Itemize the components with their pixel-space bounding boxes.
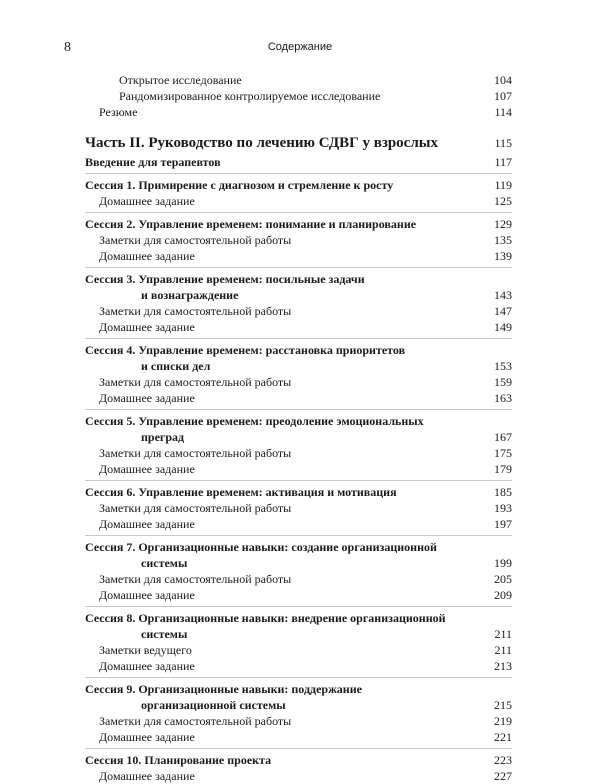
toc-entry-title: Домашнее задание bbox=[99, 730, 195, 744]
toc-entry bbox=[85, 445, 512, 461]
toc-entry-title: Заметки ведущего bbox=[99, 643, 192, 657]
toc-part-page: 115 bbox=[494, 136, 512, 150]
toc-session-page: 129 bbox=[494, 217, 512, 231]
toc-entry-page: 125 bbox=[494, 194, 512, 208]
toc-entry-title: Открытое исследование bbox=[119, 73, 242, 87]
toc-entry-page: 139 bbox=[494, 249, 512, 263]
toc-entry-page: 197 bbox=[494, 517, 512, 531]
toc-entry bbox=[85, 193, 512, 209]
toc-session-title: Сессия 4. Управление временем: расстановка приоритетов bbox=[85, 343, 406, 357]
table-of-contents bbox=[85, 72, 512, 784]
toc-entry-title: Заметки для самостоятельной работы bbox=[99, 714, 292, 728]
toc-entry-title: Заметки для самостоятельной работы bbox=[99, 501, 292, 515]
toc-session-page: 185 bbox=[494, 485, 512, 499]
toc-session-heading bbox=[85, 358, 512, 374]
toc-part-title: Часть II. Руководство по лечению СДВГ у взрослых bbox=[85, 135, 438, 151]
toc-divider bbox=[85, 338, 512, 339]
toc-part-heading bbox=[85, 132, 512, 154]
toc-sessions bbox=[85, 173, 512, 784]
toc-entry bbox=[85, 88, 512, 104]
toc-session-heading bbox=[85, 610, 512, 626]
toc-divider bbox=[85, 173, 512, 174]
toc-entry-title: Домашнее задание bbox=[99, 517, 195, 531]
toc-session-heading bbox=[85, 539, 512, 555]
toc-entry-page: 219 bbox=[494, 714, 512, 728]
toc-entry bbox=[85, 587, 512, 603]
toc-entry bbox=[85, 516, 512, 532]
toc-session-page: 211 bbox=[494, 627, 512, 641]
toc-entry bbox=[85, 571, 512, 587]
toc-session-title: Сессия 10. Планирование проекта bbox=[85, 753, 272, 767]
toc-session-page: 167 bbox=[494, 430, 512, 444]
toc-session-heading bbox=[85, 484, 512, 500]
toc-entry bbox=[85, 729, 512, 745]
toc-session-heading bbox=[85, 177, 512, 193]
toc-session-title: преград bbox=[141, 430, 185, 444]
toc-entry-title: Домашнее задание bbox=[99, 249, 195, 263]
toc-session-title: Сессия 2. Управление временем: понимание и планирование bbox=[85, 217, 417, 231]
toc-entry bbox=[85, 319, 512, 335]
toc-entry bbox=[85, 768, 512, 784]
toc-entry-page: 135 bbox=[494, 233, 512, 247]
toc-session-title: Сессия 8. Организационные навыки: внедрение организационной bbox=[85, 611, 446, 625]
toc-entry-title: Заметки для самостоятельной работы bbox=[99, 233, 292, 247]
toc-session-heading bbox=[85, 681, 512, 697]
toc-entry bbox=[85, 642, 512, 658]
toc-divider bbox=[85, 535, 512, 536]
toc-session-title: Сессия 9. Организационные навыки: поддержание bbox=[85, 682, 362, 696]
toc-session-heading bbox=[85, 626, 512, 642]
toc-entry-page: 205 bbox=[494, 572, 512, 586]
toc-entry bbox=[85, 72, 512, 88]
toc-entry-page: 179 bbox=[494, 462, 512, 476]
toc-session-title: Сессия 7. Организационные навыки: создание организационной bbox=[85, 540, 437, 554]
toc-session-page: 153 bbox=[494, 359, 512, 373]
toc-divider bbox=[85, 267, 512, 268]
toc-entry-page: 211 bbox=[494, 643, 512, 657]
toc-divider bbox=[85, 748, 512, 749]
toc-entry-title: Рандомизированное контролируемое исследование bbox=[119, 89, 381, 103]
toc-divider bbox=[85, 212, 512, 213]
toc-session-title: системы bbox=[141, 627, 188, 641]
toc-entry-title: Домашнее задание bbox=[99, 769, 195, 783]
toc-entry-title: Резюме bbox=[99, 105, 138, 119]
toc-session-title: системы bbox=[141, 556, 188, 570]
toc-session-heading bbox=[85, 216, 512, 232]
toc-session-title: Сессия 3. Управление временем: посильные задачи bbox=[85, 272, 365, 286]
toc-session-title: и вознаграждение bbox=[141, 288, 239, 302]
toc-entry bbox=[85, 658, 512, 674]
toc-session-page: 143 bbox=[494, 288, 512, 302]
toc-entry-page: 227 bbox=[494, 769, 512, 783]
toc-entry bbox=[85, 104, 512, 120]
toc-session-heading bbox=[85, 555, 512, 571]
toc-intro-entry bbox=[85, 154, 512, 170]
page-header bbox=[64, 40, 536, 56]
toc-session-heading bbox=[85, 697, 512, 713]
toc-entry-page: 147 bbox=[494, 304, 512, 318]
running-title: Содержание bbox=[267, 41, 333, 53]
toc-entry-page: 149 bbox=[494, 320, 512, 334]
toc-entry-page: 175 bbox=[494, 446, 512, 460]
toc-entry-title: Заметки для самостоятельной работы bbox=[99, 304, 292, 318]
toc-session-heading bbox=[85, 413, 512, 429]
toc-entry-page: 107 bbox=[494, 89, 512, 103]
toc-session-title: Сессия 6. Управление временем: активация и мотивация bbox=[85, 485, 397, 499]
toc-session-title: Сессия 5. Управление временем: преодоление эмоциональных bbox=[85, 414, 424, 428]
toc-entry-page: 163 bbox=[494, 391, 512, 405]
toc-entry-title: Домашнее задание bbox=[99, 391, 195, 405]
toc-entry-page: 114 bbox=[494, 105, 512, 119]
toc-session-heading bbox=[85, 342, 512, 358]
toc-session-page: 119 bbox=[494, 178, 512, 192]
toc-session-title: Сессия 1. Примирение с диагнозом и стремление к росту bbox=[85, 178, 394, 192]
toc-divider bbox=[85, 409, 512, 410]
toc-divider bbox=[85, 480, 512, 481]
toc-entry bbox=[85, 713, 512, 729]
toc-session-page: 199 bbox=[494, 556, 512, 570]
toc-entry-page: 159 bbox=[494, 375, 512, 389]
toc-entry bbox=[85, 248, 512, 264]
toc-entry bbox=[85, 232, 512, 248]
toc-entry-page: 104 bbox=[494, 73, 512, 87]
toc-entry-page: 193 bbox=[494, 501, 512, 515]
toc-intro-page: 117 bbox=[494, 155, 512, 169]
toc-entry bbox=[85, 461, 512, 477]
toc-entry bbox=[85, 374, 512, 390]
toc-entry-page: 209 bbox=[494, 588, 512, 602]
toc-session-heading bbox=[85, 429, 512, 445]
toc-session-title: и списки дел bbox=[141, 359, 211, 373]
toc-entry-title: Заметки для самостоятельной работы bbox=[99, 375, 292, 389]
toc-session-heading bbox=[85, 271, 512, 287]
toc-entry bbox=[85, 500, 512, 516]
toc-entry bbox=[85, 390, 512, 406]
toc-entry-title: Заметки для самостоятельной работы bbox=[99, 572, 292, 586]
toc-entry-title: Домашнее задание bbox=[99, 320, 195, 334]
toc-session-heading bbox=[85, 752, 512, 768]
toc-entry-title: Домашнее задание bbox=[99, 462, 195, 476]
toc-entry-title: Заметки для самостоятельной работы bbox=[99, 446, 292, 460]
page-number: 8 bbox=[64, 40, 71, 55]
toc-session-title: организационной системы bbox=[141, 698, 286, 712]
toc-divider bbox=[85, 606, 512, 607]
toc-entry bbox=[85, 303, 512, 319]
toc-entry-title: Домашнее задание bbox=[99, 194, 195, 208]
toc-entry-page: 213 bbox=[494, 659, 512, 673]
toc-intro-title: Введение для терапевтов bbox=[85, 155, 221, 169]
toc-entry-page: 221 bbox=[494, 730, 512, 744]
toc-entry-title: Домашнее задание bbox=[99, 588, 195, 602]
toc-session-page: 223 bbox=[494, 753, 512, 767]
toc-divider bbox=[85, 677, 512, 678]
toc-session-heading bbox=[85, 287, 512, 303]
toc-entry-title: Домашнее задание bbox=[99, 659, 195, 673]
toc-session-page: 215 bbox=[494, 698, 512, 712]
